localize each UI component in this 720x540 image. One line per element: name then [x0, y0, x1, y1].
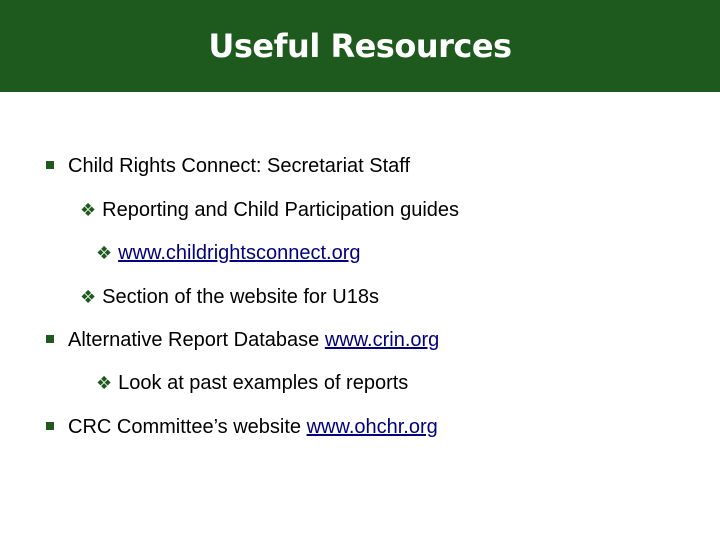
bullet-text: Look at past examples of reports: [118, 372, 409, 394]
diamond-bullet-icon: ❖: [96, 243, 113, 264]
bullet-text: Section of the website for U18s: [102, 286, 379, 308]
diamond-bullet-icon: ❖: [96, 373, 113, 394]
bullet-past-examples: [96, 371, 408, 396]
crin-link[interactable]: www.crin.org: [324, 329, 440, 351]
square-bullet-icon: [46, 422, 54, 430]
bullet-childrightsconnect-link: [96, 241, 360, 266]
bullet-text: Reporting and Child Participation guides: [102, 199, 460, 221]
bullet-text: CRC Committee’s website: [68, 416, 307, 438]
bullet-crc-committee: [46, 415, 438, 439]
bullet-reporting-guides: [80, 198, 459, 223]
slide-title: Useful Resources: [208, 27, 512, 65]
square-bullet-icon: [46, 161, 54, 169]
diamond-bullet-icon: ❖: [80, 200, 97, 221]
bullet-text: Alternative Report Database: [68, 329, 325, 351]
bullet-u18-section: [80, 285, 379, 310]
bullet-alternative-report-database: [46, 328, 439, 352]
diamond-bullet-icon: ❖: [80, 287, 97, 308]
square-bullet-icon: [46, 335, 54, 343]
bullet-child-rights-connect: [46, 154, 410, 178]
ohchr-link[interactable]: www.ohchr.org: [306, 416, 438, 438]
title-bar: [0, 0, 720, 92]
bullet-text: Child Rights Connect: Secretariat Staff: [68, 155, 411, 177]
childrightsconnect-link[interactable]: www.childrightsconnect.org: [118, 242, 361, 264]
